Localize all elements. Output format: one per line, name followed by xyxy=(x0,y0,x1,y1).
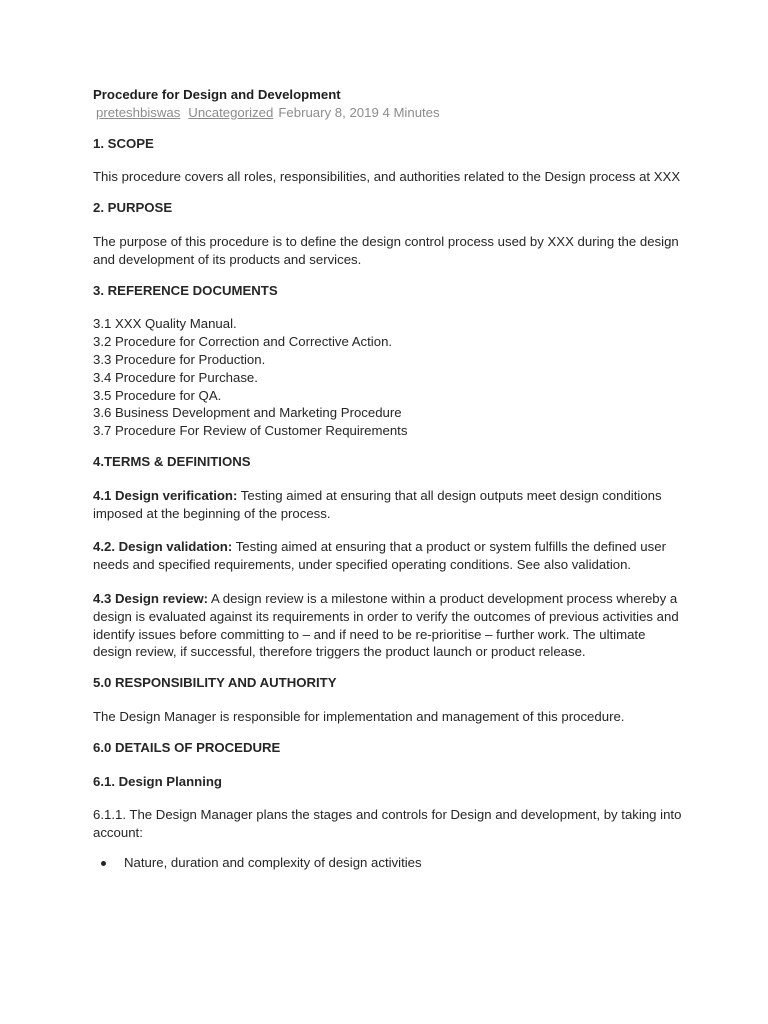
category-link[interactable]: Uncategorized xyxy=(188,104,274,120)
document-title: Procedure for Design and Development xyxy=(93,87,341,102)
term-design-review xyxy=(93,590,683,661)
post-date: February 8, 2019 4 Minutes xyxy=(278,104,440,120)
term-label: 4.1 Design verification: xyxy=(93,487,238,503)
reference-item: 3.1 XXX Quality Manual. xyxy=(93,316,237,332)
scope-text: This procedure covers all roles, responsibilities, and authorities related to the Design process at XXX xyxy=(93,169,681,185)
document-page xyxy=(93,86,683,872)
purpose-text: The purpose of this procedure is to define the design control process used by XXX during the design and development of its products and services. xyxy=(93,233,679,267)
references-list xyxy=(93,315,683,440)
bullet-icon xyxy=(101,861,106,866)
planning-text: 6.1.1. The Design Manager plans the stages and controls for Design and development, by taking into account: xyxy=(93,807,682,841)
list-item xyxy=(93,854,683,872)
terms-heading: 4.TERMS & DEFINITIONS xyxy=(93,453,251,469)
author-link[interactable]: preteshbiswas xyxy=(96,104,181,120)
reference-item: 3.3 Procedure for Production. xyxy=(93,351,266,367)
responsibility-heading: 5.0 RESPONSIBILITY AND AUTHORITY xyxy=(93,675,337,691)
term-design-validation xyxy=(93,538,683,574)
term-label: 4.2. Design validation: xyxy=(93,539,233,555)
reference-item: 3.5 Procedure for QA. xyxy=(93,387,222,403)
reference-item: 3.2 Procedure for Correction and Corrective Action. xyxy=(93,334,393,350)
references-heading: 3. REFERENCE DOCUMENTS xyxy=(93,282,278,298)
details-heading: 6.0 DETAILS OF PROCEDURE xyxy=(93,739,281,755)
term-definition: A design review is a milestone within a product development process whereby a design is evaluated against its requirements in order to verify the outcomes of previous activities and identify issues before committing to – and if need to be re-prioritise – further work. The ultimate design review, if successful, therefore triggers the product launch or product release. xyxy=(93,590,679,660)
term-design-verification xyxy=(93,487,683,523)
list-item-text: Nature, duration and complexity of design activities xyxy=(124,854,422,870)
planning-bullet-list xyxy=(93,854,683,872)
term-definition: Testing aimed at ensuring that all design outputs meet design conditions imposed at the beginning of the process. xyxy=(93,487,662,521)
reference-item: 3.4 Procedure for Purchase. xyxy=(93,369,258,385)
reference-item: 3.7 Procedure For Review of Customer Requirements xyxy=(93,423,408,439)
scope-heading: 1. SCOPE xyxy=(93,135,154,151)
reference-item: 3.6 Business Development and Marketing Procedure xyxy=(93,405,402,421)
responsibility-text: The Design Manager is responsible for implementation and management of this procedure. xyxy=(93,708,625,724)
post-meta xyxy=(93,104,683,122)
purpose-heading: 2. PURPOSE xyxy=(93,200,173,216)
term-definition: Testing aimed at ensuring that a product or system fulfills the defined user needs and specified requirements, under specified operating conditions. See also validation. xyxy=(93,539,666,573)
term-label: 4.3 Design review: xyxy=(93,590,209,606)
planning-heading: 6.1. Design Planning xyxy=(93,773,222,789)
